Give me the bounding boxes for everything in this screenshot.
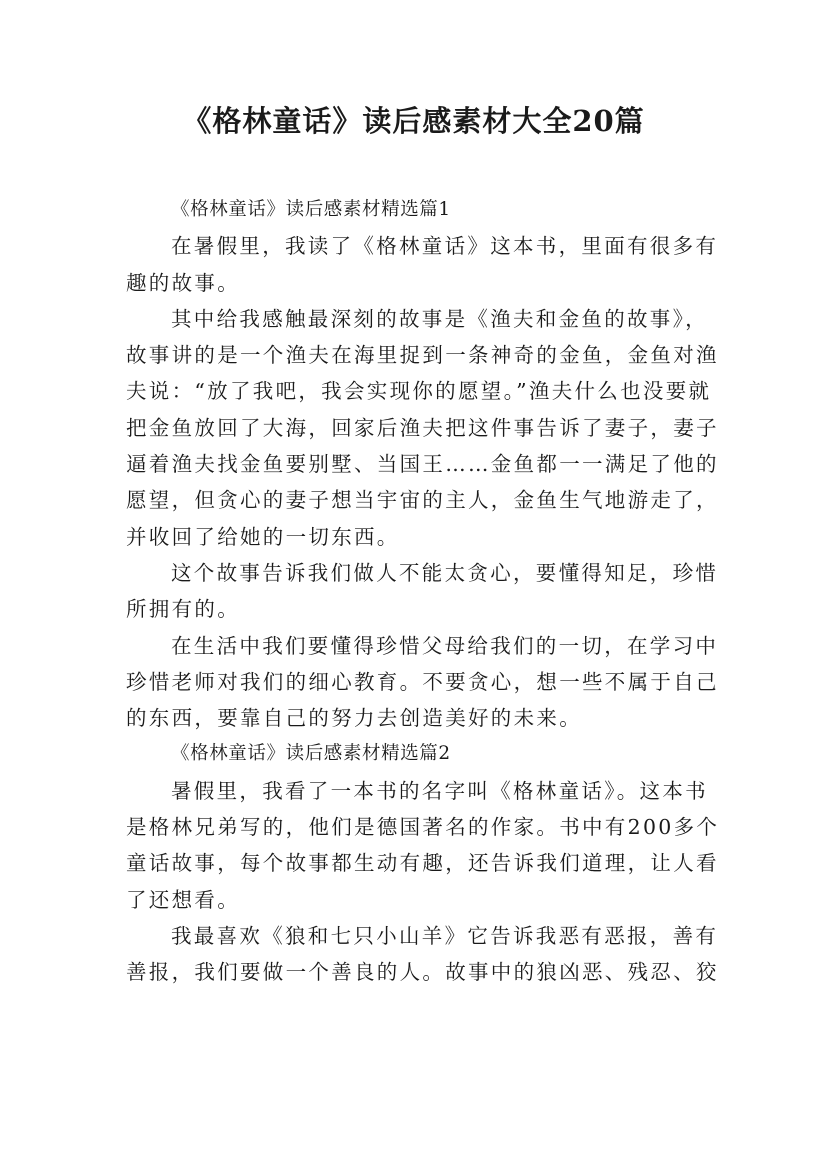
paragraph-line: 珍惜老师对我们的细心教育。不要贪心，想一些不属于自己 [126,669,719,694]
paragraph-line: 了还想看。 [126,887,240,912]
paragraph-line: 童话故事，每个故事都生动有趣，还告诉我们道理，让人看 [126,851,719,876]
paragraph-line: 把金鱼放回了大海，回家后渔夫把这件事告诉了妻子，妻子 [126,415,719,440]
paragraph-line: 我最喜欢《狼和七只小山羊》它告诉我恶有恶报，善有 [171,923,719,948]
document-body [126,192,720,991]
paragraph-line: 的东西，要靠自己的努力去创造美好的未来。 [126,706,582,731]
paragraph-line: 并收回了给她的一切东西。 [126,524,400,549]
paragraph-line: 逼着渔夫找金鱼要别墅、当国王……金鱼都一一满足了他的 [126,452,719,477]
paragraph-line: 所拥有的。 [126,597,240,622]
paragraph-line: 故事讲的是一个渔夫在海里捉到一条神奇的金鱼，金鱼对渔 [126,343,719,368]
paragraph-line: 在暑假里，我读了《格林童话》这本书，里面有很多有 [171,234,719,259]
paragraph-line: 这个故事告诉我们做人不能太贪心，要懂得知足，珍惜 [171,560,719,585]
section-heading: 《格林童话》读后感素材精选篇1 [171,199,451,220]
paragraph-line: 夫说：“放了我吧，我会实现你的愿望。”渔夫什么也没要就 [126,379,712,404]
paragraph-line: 在生活中我们要懂得珍惜父母给我们的一切，在学习中 [171,633,719,658]
paragraph-line: 暑假里，我看了一本书的名字叫《格林童话》。这本书 [171,778,708,803]
paragraph-line: 其中给我感触最深刻的故事是《渔夫和金鱼的故事》， [171,306,708,331]
paragraph-line: 愿望，但贪心的妻子想当宇宙的主人，金鱼生气地游走了， [126,488,719,513]
section-heading: 《格林童话》读后感素材精选篇2 [171,743,451,765]
paragraph-line: 善报，我们要做一个善良的人。故事中的狼凶恶、残忍、狡 [126,960,719,985]
paragraph-line: 趣的故事。 [126,270,240,295]
document-title: 《格林童话》读后感素材大全20篇 [182,104,645,138]
paragraph-line: 是格林兄弟写的，他们是德国著名的作家。书中有200多个 [126,815,720,840]
